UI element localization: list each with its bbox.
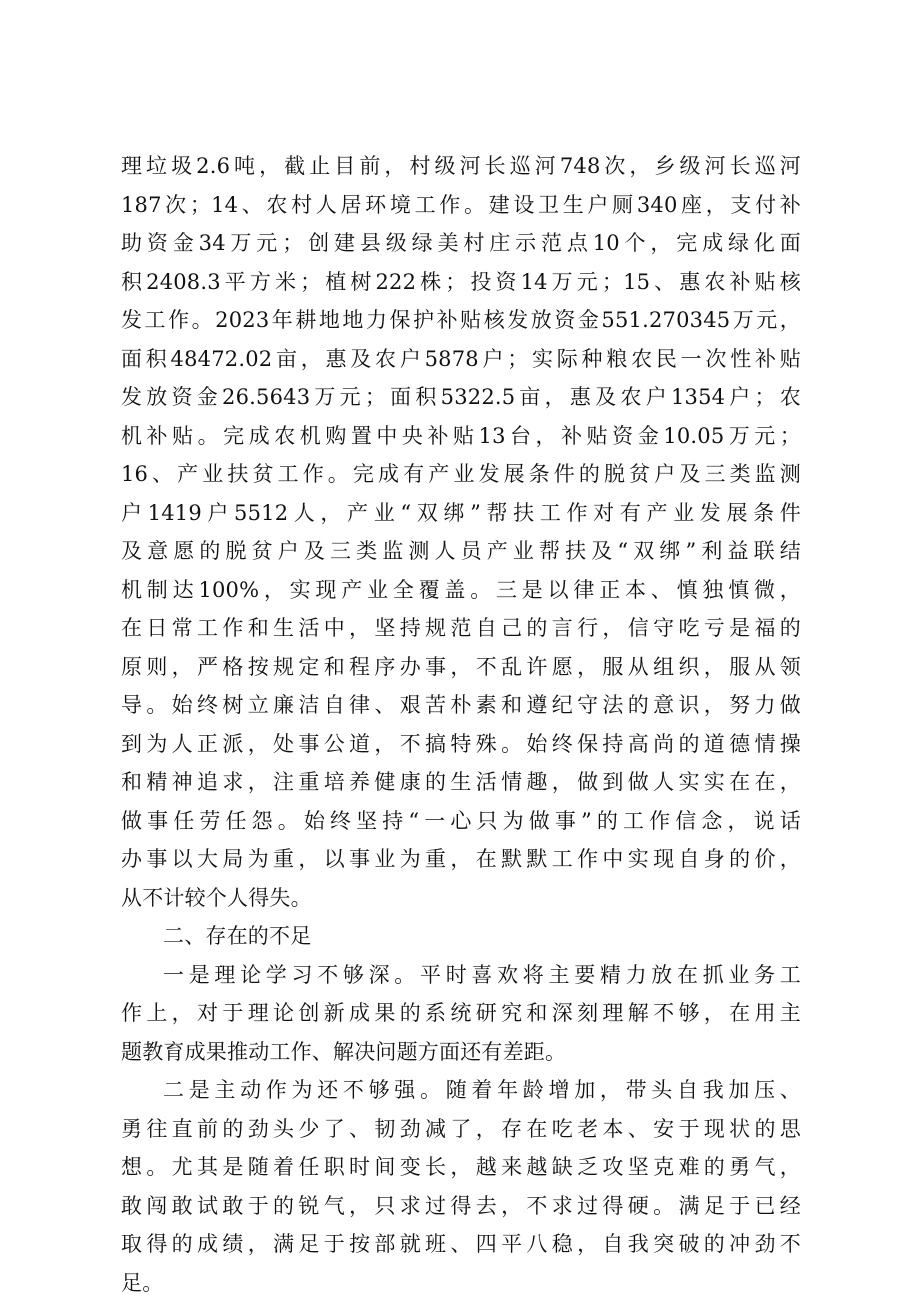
body-line: 及意愿的脱贫户及三类监测人员产业帮扶及“双绑”利益联结 — [121, 532, 801, 571]
body-line: 机补贴。完成农机购置中央补贴13台，补贴资金10.05万元； — [121, 417, 801, 456]
paragraph-line: 题教育成果推动工作、解决问题方面还有差距。 — [121, 1033, 801, 1072]
body-line: 从不计较个人得失。 — [121, 879, 801, 918]
body-line: 原则，严格按规定和程序办事，不乱许愿，服从组织，服从领 — [121, 648, 801, 687]
body-line: 做事任劳任怨。始终坚持“一心只为做事”的工作信念，说话 — [121, 802, 801, 841]
paragraph-line: 二是主动作为还不够强。随着年龄增加，带头自我加压、 — [121, 1071, 801, 1110]
paragraph-line: 想。尤其是随着任职时间变长，越来越缺乏攻坚克难的勇气， — [121, 1148, 801, 1187]
body-line: 和精神追求，注重培养健康的生活情趣，做到做人实实在在， — [121, 763, 801, 802]
body-line: 发放资金26.5643万元；面积5322.5亩，惠及农户1354户；农 — [121, 378, 801, 417]
body-line: 发工作。2023年耕地地力保护补贴核发放资金551.270345万元， — [121, 301, 801, 340]
paragraph-line: 敢闯敢试敢于的锐气，只求过得去，不求过得硬。满足于已经 — [121, 1187, 801, 1226]
paragraph-line: 一是理论学习不够深。平时喜欢将主要精力放在抓业务工 — [121, 956, 801, 995]
body-line: 积2408.3平方米；植树222株；投资14万元；15、惠农补贴核 — [121, 263, 801, 302]
body-line: 到为人正派，处事公道，不搞特殊。始终保持高尚的道德情操 — [121, 725, 801, 764]
body-line: 面积48472.02亩，惠及农户5878户；实际种粮农民一次性补贴 — [121, 340, 801, 379]
body-line: 16、产业扶贫工作。完成有产业发展条件的脱贫户及三类监测 — [121, 455, 801, 494]
body-line: 在日常工作和生活中，坚持规范自己的言行，信守吃亏是福的 — [121, 609, 801, 648]
section-heading: 二、存在的不足 — [121, 917, 801, 956]
body-line: 理垃圾2.6吨，截止目前，村级河长巡河748次，乡级河长巡河 — [121, 147, 801, 186]
body-line: 助资金34万元；创建县级绿美村庄示范点10个，完成绿化面 — [121, 224, 801, 263]
document-body — [121, 147, 801, 1302]
body-line: 机制达100%，实现产业全覆盖。三是以律正本、慎独慎微， — [121, 571, 801, 610]
paragraph-line: 足。 — [121, 1264, 801, 1302]
paragraph-line: 作上，对于理论创新成果的系统研究和深刻理解不够，在用主 — [121, 994, 801, 1033]
paragraph-line: 取得的成绩，满足于按部就班、四平八稳，自我突破的冲劲不 — [121, 1225, 801, 1264]
body-line: 导。始终树立廉洁自律、艰苦朴素和遵纪守法的意识，努力做 — [121, 686, 801, 725]
body-line: 户1419户5512人，产业“双绑”帮扶工作对有产业发展条件 — [121, 494, 801, 533]
body-line: 办事以大局为重，以事业为重，在默默工作中实现自身的价， — [121, 840, 801, 879]
paragraph-line: 勇往直前的劲头少了、韧劲减了，存在吃老本、安于现状的思 — [121, 1110, 801, 1149]
body-line: 187次；14、农村人居环境工作。建设卫生户厕340座，支付补 — [121, 186, 801, 225]
